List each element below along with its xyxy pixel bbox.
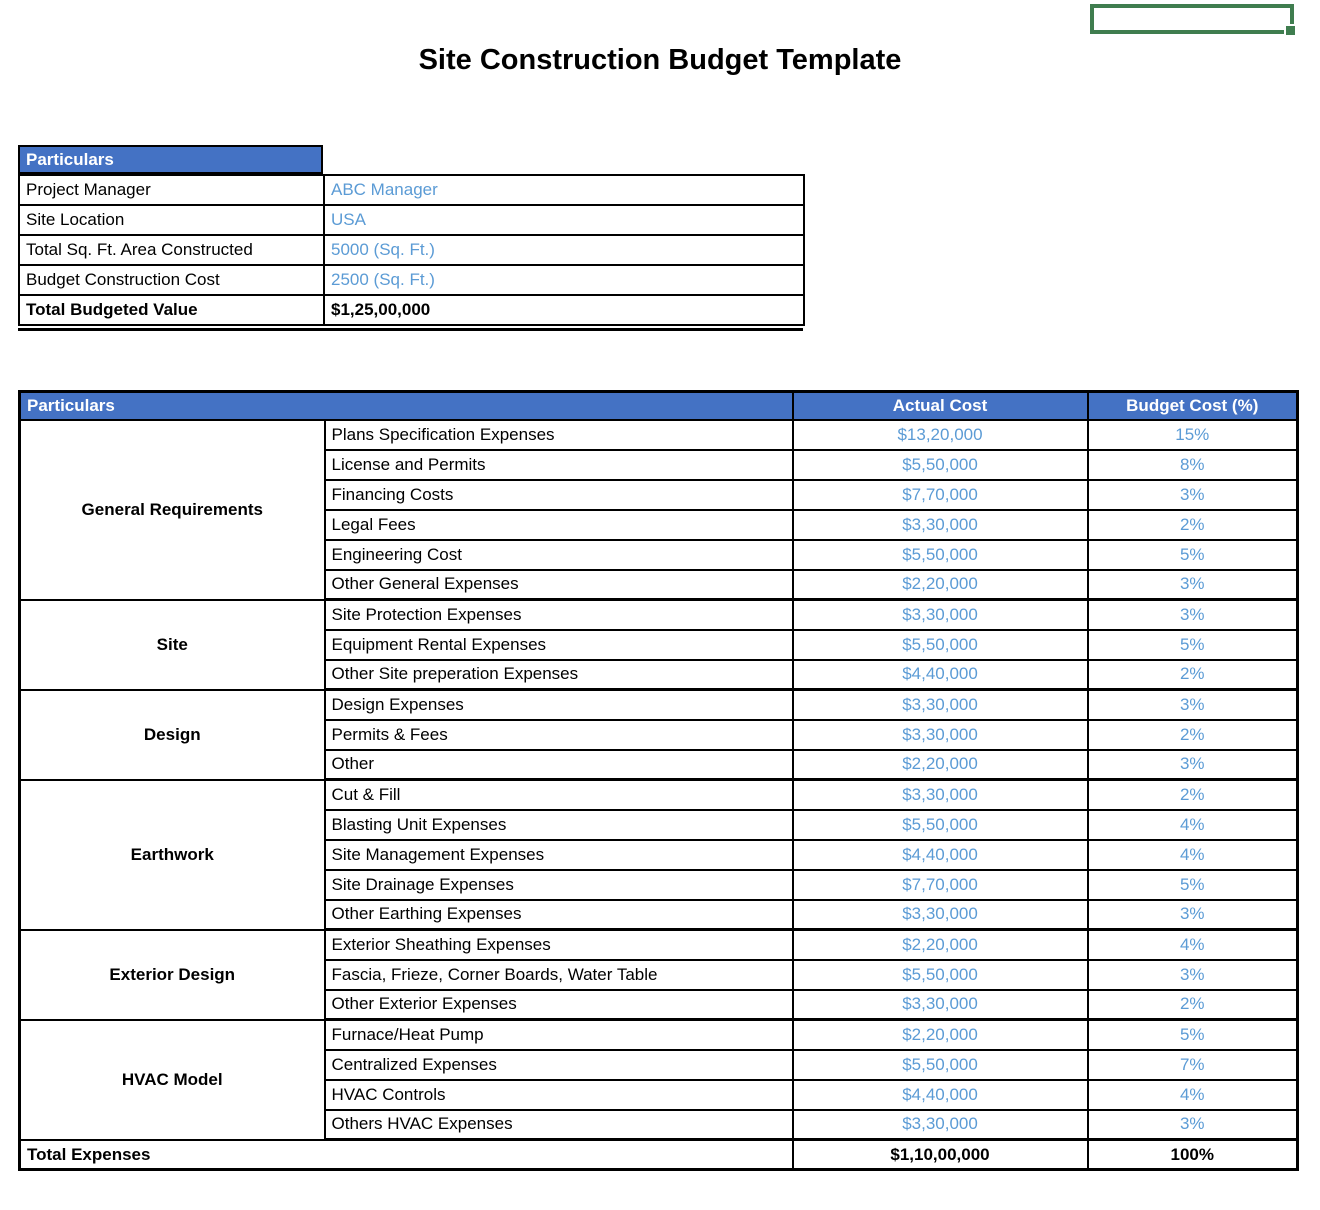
item-name-cell[interactable]: Other Site preperation Expenses (325, 660, 793, 690)
actual-cost-cell[interactable]: $3,30,000 (793, 780, 1088, 810)
total-label-cell[interactable]: Total Expenses (20, 1140, 793, 1170)
item-name-cell[interactable]: Design Expenses (325, 690, 793, 720)
item-name-cell[interactable]: Furnace/Heat Pump (325, 1020, 793, 1050)
budget-row (20, 690, 1298, 720)
actual-cost-cell[interactable]: $3,30,000 (793, 990, 1088, 1020)
budget-percent-cell[interactable]: 5% (1088, 870, 1298, 900)
budget-percent-cell[interactable]: 3% (1088, 690, 1298, 720)
budget-percent-cell[interactable]: 5% (1088, 540, 1298, 570)
item-name-cell[interactable]: Permits & Fees (325, 720, 793, 750)
item-name-cell[interactable]: Other Earthing Expenses (325, 900, 793, 930)
budget-row (20, 420, 1298, 450)
actual-cost-cell[interactable]: $13,20,000 (793, 420, 1088, 450)
category-cell[interactable]: General Requirements (20, 420, 325, 600)
item-name-cell[interactable]: Exterior Sheathing Expenses (325, 930, 793, 960)
budget-row (20, 1020, 1298, 1050)
item-name-cell[interactable]: Others HVAC Expenses (325, 1110, 793, 1140)
actual-cost-cell[interactable]: $4,40,000 (793, 1080, 1088, 1110)
info-label-cell[interactable]: Total Sq. Ft. Area Constructed (19, 235, 324, 265)
info-table (18, 174, 805, 326)
info-label-cell[interactable]: Project Manager (19, 175, 324, 205)
actual-cost-cell[interactable]: $5,50,000 (793, 450, 1088, 480)
actual-cost-cell[interactable]: $5,50,000 (793, 630, 1088, 660)
item-name-cell[interactable]: Site Management Expenses (325, 840, 793, 870)
budget-percent-cell[interactable]: 3% (1088, 750, 1298, 780)
budget-percent-cell[interactable]: 5% (1088, 1020, 1298, 1050)
budget-percent-cell[interactable]: 5% (1088, 630, 1298, 660)
item-name-cell[interactable]: Site Protection Expenses (325, 600, 793, 630)
info-value-cell[interactable]: $1,25,00,000 (324, 295, 804, 325)
budget-percent-cell[interactable]: 3% (1088, 480, 1298, 510)
category-cell[interactable]: Site (20, 600, 325, 690)
budget-percent-cell[interactable]: 4% (1088, 810, 1298, 840)
info-table-underline (18, 328, 803, 331)
item-name-cell[interactable]: License and Permits (325, 450, 793, 480)
info-row (19, 205, 804, 235)
item-name-cell[interactable]: Fascia, Frieze, Corner Boards, Water Table (325, 960, 793, 990)
item-name-cell[interactable]: Centralized Expenses (325, 1050, 793, 1080)
actual-cost-cell[interactable]: $5,50,000 (793, 540, 1088, 570)
budget-percent-cell[interactable]: 4% (1088, 1080, 1298, 1110)
actual-cost-cell[interactable]: $3,30,000 (793, 720, 1088, 750)
header-budget-cost: Budget Cost (%) (1088, 392, 1298, 420)
info-value-cell[interactable]: ABC Manager (324, 175, 804, 205)
actual-cost-cell[interactable]: $3,30,000 (793, 900, 1088, 930)
total-expenses-row (20, 1140, 1298, 1170)
info-value-cell[interactable]: 2500 (Sq. Ft.) (324, 265, 804, 295)
actual-cost-cell[interactable]: $2,20,000 (793, 930, 1088, 960)
total-actual-cost-cell[interactable]: $1,10,00,000 (793, 1140, 1088, 1170)
actual-cost-cell[interactable]: $4,40,000 (793, 840, 1088, 870)
actual-cost-cell[interactable]: $2,20,000 (793, 1020, 1088, 1050)
actual-cost-cell[interactable]: $7,70,000 (793, 870, 1088, 900)
budget-percent-cell[interactable]: 3% (1088, 1110, 1298, 1140)
budget-percent-cell[interactable]: 3% (1088, 960, 1298, 990)
item-name-cell[interactable]: Financing Costs (325, 480, 793, 510)
item-name-cell[interactable]: Cut & Fill (325, 780, 793, 810)
budget-row (20, 780, 1298, 810)
budget-percent-cell[interactable]: 2% (1088, 990, 1298, 1020)
budget-percent-cell[interactable]: 4% (1088, 840, 1298, 870)
actual-cost-cell[interactable]: $7,70,000 (793, 480, 1088, 510)
fill-handle[interactable] (1284, 24, 1297, 37)
actual-cost-cell[interactable]: $5,50,000 (793, 1050, 1088, 1080)
budget-row (20, 930, 1298, 960)
page-title: Site Construction Budget Template (418, 44, 902, 76)
budget-row (20, 600, 1298, 630)
budget-percent-cell[interactable]: 4% (1088, 930, 1298, 960)
item-name-cell[interactable]: Engineering Cost (325, 540, 793, 570)
item-name-cell[interactable]: Plans Specification Expenses (325, 420, 793, 450)
budget-percent-cell[interactable]: 3% (1088, 570, 1298, 600)
actual-cost-cell[interactable]: $5,50,000 (793, 810, 1088, 840)
info-row (19, 265, 804, 295)
budget-percent-cell[interactable]: 2% (1088, 510, 1298, 540)
item-name-cell[interactable]: Legal Fees (325, 510, 793, 540)
item-name-cell[interactable]: Other Exterior Expenses (325, 990, 793, 1020)
info-row (19, 175, 804, 205)
header-particulars: Particulars (20, 392, 793, 420)
info-label-cell[interactable]: Site Location (19, 205, 324, 235)
budget-percent-cell[interactable]: 3% (1088, 900, 1298, 930)
budget-percent-cell[interactable]: 2% (1088, 660, 1298, 690)
category-cell[interactable]: Exterior Design (20, 930, 325, 1020)
info-table-header: Particulars (18, 145, 323, 174)
info-row (19, 235, 804, 265)
budget-percent-cell[interactable]: 2% (1088, 780, 1298, 810)
actual-cost-cell[interactable]: $2,20,000 (793, 750, 1088, 780)
budget-table-header-row (20, 392, 1298, 420)
budget-percent-cell[interactable]: 8% (1088, 450, 1298, 480)
category-cell[interactable]: HVAC Model (20, 1020, 325, 1140)
actual-cost-cell[interactable]: $3,30,000 (793, 600, 1088, 630)
actual-cost-cell[interactable]: $3,30,000 (793, 510, 1088, 540)
category-cell[interactable]: Earthwork (20, 780, 325, 930)
info-total-row (19, 295, 804, 325)
budget-table (18, 390, 1299, 1171)
item-name-cell[interactable]: Blasting Unit Expenses (325, 810, 793, 840)
info-label-cell[interactable]: Total Budgeted Value (19, 295, 324, 325)
actual-cost-cell[interactable]: $3,30,000 (793, 1110, 1088, 1140)
item-name-cell[interactable]: Equipment Rental Expenses (325, 630, 793, 660)
actual-cost-cell[interactable]: $3,30,000 (793, 690, 1088, 720)
category-cell[interactable]: Design (20, 690, 325, 780)
budget-percent-cell[interactable]: 3% (1088, 600, 1298, 630)
actual-cost-cell[interactable]: $4,40,000 (793, 660, 1088, 690)
item-name-cell[interactable]: Other General Expenses (325, 570, 793, 600)
info-label-cell[interactable]: Budget Construction Cost (19, 265, 324, 295)
actual-cost-cell[interactable]: $5,50,000 (793, 960, 1088, 990)
budget-percent-cell[interactable]: 2% (1088, 720, 1298, 750)
actual-cost-cell[interactable]: $2,20,000 (793, 570, 1088, 600)
item-name-cell[interactable]: HVAC Controls (325, 1080, 793, 1110)
budget-percent-cell[interactable]: 15% (1088, 420, 1298, 450)
info-value-cell[interactable]: 5000 (Sq. Ft.) (324, 235, 804, 265)
header-actual-cost: Actual Cost (793, 392, 1088, 420)
item-name-cell[interactable]: Site Drainage Expenses (325, 870, 793, 900)
info-value-cell[interactable]: USA (324, 205, 804, 235)
budget-percent-cell[interactable]: 7% (1088, 1050, 1298, 1080)
cell-selection-box (1090, 4, 1294, 34)
item-name-cell[interactable]: Other (325, 750, 793, 780)
total-budget-percent-cell[interactable]: 100% (1088, 1140, 1298, 1170)
